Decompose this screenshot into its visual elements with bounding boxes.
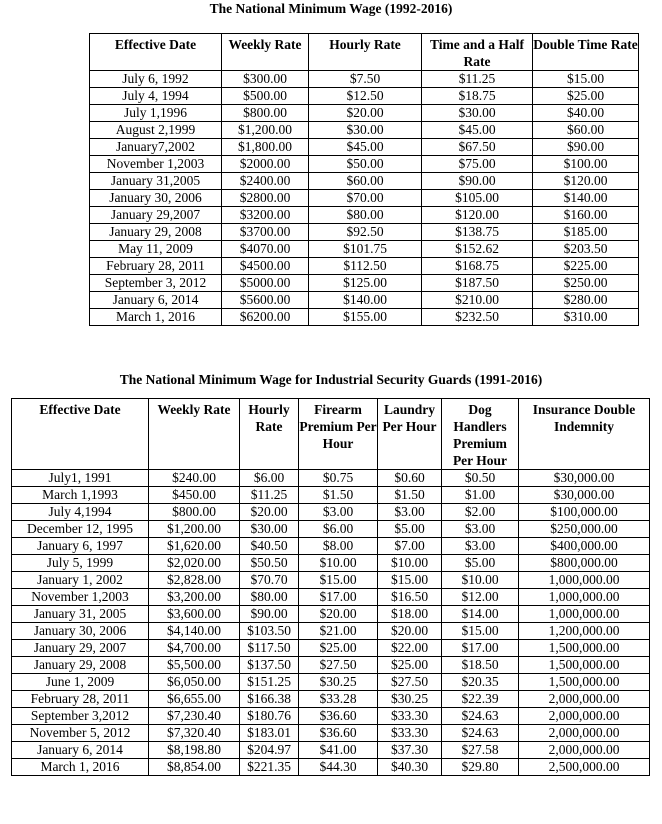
table-cell: $92.50 — [309, 224, 422, 241]
table-cell: $2,020.00 — [149, 555, 240, 572]
effective-date-cell: January 29, 2008 — [90, 224, 222, 241]
table-cell: $21.00 — [299, 623, 378, 640]
table-cell: $500.00 — [222, 88, 309, 105]
table-header-row — [90, 34, 639, 71]
table-cell: $151.25 — [240, 674, 299, 691]
table-cell: $37.30 — [378, 742, 442, 759]
table-row — [12, 708, 650, 725]
table-cell: $20.00 — [378, 623, 442, 640]
effective-date-cell: June 1, 2009 — [12, 674, 149, 691]
table-cell: $1.50 — [299, 487, 378, 504]
minimum-wage-table-title: The National Minimum Wage (1992-2016) — [209, 1, 453, 16]
table-cell: $17.00 — [299, 589, 378, 606]
table-row — [12, 487, 650, 504]
table-row — [12, 470, 650, 487]
table-cell: $7,320.40 — [149, 725, 240, 742]
table-cell: $4,140.00 — [149, 623, 240, 640]
table-cell: $12.00 — [442, 589, 519, 606]
table-row — [90, 156, 639, 173]
column-header: Laundry Per Hour — [378, 399, 442, 470]
table-cell: $120.00 — [533, 173, 639, 190]
table-cell: $800,000.00 — [519, 555, 650, 572]
effective-date-cell: March 1,1993 — [12, 487, 149, 504]
table-row — [12, 555, 650, 572]
effective-date-cell: November 5, 2012 — [12, 725, 149, 742]
table-cell: $100.00 — [533, 156, 639, 173]
table-cell: $117.50 — [240, 640, 299, 657]
table-cell: $100,000.00 — [519, 504, 650, 521]
table-cell: $33.30 — [378, 708, 442, 725]
table-row — [90, 139, 639, 156]
effective-date-cell: January 6, 2014 — [90, 292, 222, 309]
table-cell: $6,655.00 — [149, 691, 240, 708]
effective-date-cell: January 30, 2006 — [90, 190, 222, 207]
effective-date-cell: July 4, 1994 — [90, 88, 222, 105]
table-cell: $40.00 — [533, 105, 639, 122]
table-cell: $30,000.00 — [519, 487, 650, 504]
table-cell: $90.00 — [533, 139, 639, 156]
table-cell: $15.00 — [299, 572, 378, 589]
table-cell: $1,800.00 — [222, 139, 309, 156]
effective-date-cell: May 11, 2009 — [90, 241, 222, 258]
table-cell: $27.50 — [299, 657, 378, 674]
table-cell: $30.00 — [422, 105, 533, 122]
column-header: Effective Date — [12, 399, 149, 470]
effective-date-cell: January 31, 2005 — [12, 606, 149, 623]
table-cell: $450.00 — [149, 487, 240, 504]
table-cell: $140.00 — [533, 190, 639, 207]
effective-date-cell: July 5, 1999 — [12, 555, 149, 572]
table-cell: $16.50 — [378, 589, 442, 606]
table-cell: $20.00 — [309, 105, 422, 122]
table-cell: $25.00 — [378, 657, 442, 674]
table-row — [12, 725, 650, 742]
effective-date-cell: November 1,2003 — [12, 589, 149, 606]
table-cell: $30.25 — [378, 691, 442, 708]
effective-date-cell: November 1,2003 — [90, 156, 222, 173]
table-cell: $3,200.00 — [149, 589, 240, 606]
column-header: Effective Date — [90, 34, 222, 71]
table-cell: $30.00 — [240, 521, 299, 538]
table-cell: $18.75 — [422, 88, 533, 105]
table-cell: $125.00 — [309, 275, 422, 292]
table-cell: $24.63 — [442, 725, 519, 742]
table-cell: $36.60 — [299, 725, 378, 742]
table-cell: 1,500,000.00 — [519, 657, 650, 674]
table-cell: $60.00 — [533, 122, 639, 139]
table-cell: $6200.00 — [222, 309, 309, 326]
table-cell: $250.00 — [533, 275, 639, 292]
effective-date-cell: January7,2002 — [90, 139, 222, 156]
table-cell: $3.00 — [442, 521, 519, 538]
table-cell: $11.25 — [240, 487, 299, 504]
table-cell: $6,050.00 — [149, 674, 240, 691]
table-cell: $30,000.00 — [519, 470, 650, 487]
table-cell: $8,854.00 — [149, 759, 240, 776]
table-cell: $45.00 — [309, 139, 422, 156]
table-cell: $44.30 — [299, 759, 378, 776]
table-row — [90, 241, 639, 258]
table-cell: $22.00 — [378, 640, 442, 657]
table-cell: 2,000,000.00 — [519, 725, 650, 742]
table-row — [12, 674, 650, 691]
table-cell: $1,620.00 — [149, 538, 240, 555]
table-cell: $152.62 — [422, 241, 533, 258]
effective-date-cell: March 1, 2016 — [12, 759, 149, 776]
effective-date-cell: September 3,2012 — [12, 708, 149, 725]
effective-date-cell: February 28, 2011 — [12, 691, 149, 708]
table-row — [12, 657, 650, 674]
table-cell: $250,000.00 — [519, 521, 650, 538]
table-row — [12, 742, 650, 759]
effective-date-cell: January 6, 2014 — [12, 742, 149, 759]
table-cell: $36.60 — [299, 708, 378, 725]
effective-date-cell: January 29, 2008 — [12, 657, 149, 674]
table-cell: $1,200.00 — [222, 122, 309, 139]
security-guards-wage-table — [11, 398, 650, 776]
table-cell: 2,000,000.00 — [519, 742, 650, 759]
table-cell: $11.25 — [422, 71, 533, 88]
table-cell: $3.00 — [299, 504, 378, 521]
table-cell: 2,000,000.00 — [519, 708, 650, 725]
table-row — [12, 538, 650, 555]
table-cell: $33.28 — [299, 691, 378, 708]
table-header-row — [12, 399, 650, 470]
table-cell: $30.25 — [299, 674, 378, 691]
table-cell: $105.00 — [422, 190, 533, 207]
effective-date-cell: July 4,1994 — [12, 504, 149, 521]
table-cell: $12.50 — [309, 88, 422, 105]
table-cell: $137.50 — [240, 657, 299, 674]
table-cell: $14.00 — [442, 606, 519, 623]
table-row — [90, 190, 639, 207]
table-cell: $7.50 — [309, 71, 422, 88]
table-cell: $10.00 — [378, 555, 442, 572]
table-cell: $120.00 — [422, 207, 533, 224]
table-cell: $3700.00 — [222, 224, 309, 241]
table-cell: $204.97 — [240, 742, 299, 759]
table-cell: $50.00 — [309, 156, 422, 173]
table-cell: $225.00 — [533, 258, 639, 275]
table-cell: $3.00 — [378, 504, 442, 521]
table-row — [12, 521, 650, 538]
column-header: Hourly Rate — [309, 34, 422, 71]
table-cell: $112.50 — [309, 258, 422, 275]
table-cell: $140.00 — [309, 292, 422, 309]
table-row — [90, 105, 639, 122]
effective-date-cell: August 2,1999 — [90, 122, 222, 139]
table-cell: $24.63 — [442, 708, 519, 725]
table-cell: $103.50 — [240, 623, 299, 640]
table-cell: 2,000,000.00 — [519, 691, 650, 708]
column-header: Time and a Half Rate — [422, 34, 533, 71]
table-cell: $33.30 — [378, 725, 442, 742]
table-cell: $3.00 — [442, 538, 519, 555]
table-cell: $0.75 — [299, 470, 378, 487]
effective-date-cell: January 1, 2002 — [12, 572, 149, 589]
table-cell: $3,600.00 — [149, 606, 240, 623]
table-row — [12, 504, 650, 521]
effective-date-cell: January 6, 1997 — [12, 538, 149, 555]
table-row — [90, 207, 639, 224]
table-cell: $75.00 — [422, 156, 533, 173]
table-cell: $50.50 — [240, 555, 299, 572]
table-cell: 1,500,000.00 — [519, 674, 650, 691]
table-cell: $232.50 — [422, 309, 533, 326]
column-header: Insurance Double Indemnity — [519, 399, 650, 470]
table-row — [90, 292, 639, 309]
table-cell: $310.00 — [533, 309, 639, 326]
minimum-wage-table — [89, 33, 639, 326]
table-row — [90, 224, 639, 241]
effective-date-cell: July 1,1996 — [90, 105, 222, 122]
table-cell: $1.50 — [378, 487, 442, 504]
table-cell: $25.00 — [299, 640, 378, 657]
table-cell: 1,200,000.00 — [519, 623, 650, 640]
table-cell: $27.50 — [378, 674, 442, 691]
table-cell: $2.00 — [442, 504, 519, 521]
table-cell: $29.80 — [442, 759, 519, 776]
table-cell: $5000.00 — [222, 275, 309, 292]
table-cell: $0.50 — [442, 470, 519, 487]
table-cell: $20.35 — [442, 674, 519, 691]
table-cell: $183.01 — [240, 725, 299, 742]
table-row — [12, 589, 650, 606]
table-cell: $70.70 — [240, 572, 299, 589]
table-cell: $5600.00 — [222, 292, 309, 309]
security-guards-wage-table-title: The National Minimum Wage for Industrial Security Guards (1991-2016) — [119, 372, 543, 387]
column-header: Weekly Rate — [222, 34, 309, 71]
table-row — [90, 258, 639, 275]
table-row — [90, 122, 639, 139]
table-cell: 1,000,000.00 — [519, 606, 650, 623]
table-row — [90, 88, 639, 105]
table-cell: $18.50 — [442, 657, 519, 674]
table-row — [12, 640, 650, 657]
table-cell: $1.00 — [442, 487, 519, 504]
table-cell: $15.00 — [442, 623, 519, 640]
table-cell: $10.00 — [442, 572, 519, 589]
table-cell: $203.50 — [533, 241, 639, 258]
table-cell: $5,500.00 — [149, 657, 240, 674]
table-cell: $45.00 — [422, 122, 533, 139]
table-cell: $221.35 — [240, 759, 299, 776]
effective-date-cell: January 31,2005 — [90, 173, 222, 190]
table-cell: $3200.00 — [222, 207, 309, 224]
table-cell: $15.00 — [533, 71, 639, 88]
table-cell: 2,500,000.00 — [519, 759, 650, 776]
table-cell: $800.00 — [149, 504, 240, 521]
column-header: Double Time Rate — [533, 34, 639, 71]
table-cell: $300.00 — [222, 71, 309, 88]
table-cell: $168.75 — [422, 258, 533, 275]
table-cell: $4500.00 — [222, 258, 309, 275]
effective-date-cell: January 29, 2007 — [12, 640, 149, 657]
table-cell: $2,828.00 — [149, 572, 240, 589]
table-cell: $6.00 — [299, 521, 378, 538]
table-row — [90, 309, 639, 326]
table-cell: $8.00 — [299, 538, 378, 555]
table-cell: $27.58 — [442, 742, 519, 759]
table-cell: $80.00 — [240, 589, 299, 606]
table-row — [12, 606, 650, 623]
table-cell: $17.00 — [442, 640, 519, 657]
table-cell: $138.75 — [422, 224, 533, 241]
table-cell: $1,200.00 — [149, 521, 240, 538]
effective-date-cell: December 12, 1995 — [12, 521, 149, 538]
table-cell: $18.00 — [378, 606, 442, 623]
table-cell: $0.60 — [378, 470, 442, 487]
effective-date-cell: September 3, 2012 — [90, 275, 222, 292]
table-cell: $8,198.80 — [149, 742, 240, 759]
table-cell: $187.50 — [422, 275, 533, 292]
table-cell: $15.00 — [378, 572, 442, 589]
column-header: Hourly Rate — [240, 399, 299, 470]
table-cell: $70.00 — [309, 190, 422, 207]
table-cell: 1,500,000.00 — [519, 640, 650, 657]
table-cell: $2400.00 — [222, 173, 309, 190]
table-cell: $67.50 — [422, 139, 533, 156]
table-cell: $180.76 — [240, 708, 299, 725]
table-cell: $90.00 — [240, 606, 299, 623]
table-cell: $30.00 — [309, 122, 422, 139]
table-row — [12, 691, 650, 708]
table-cell: $160.00 — [533, 207, 639, 224]
table-cell: $101.75 — [309, 241, 422, 258]
column-header: Dog Handlers Premium Per Hour — [442, 399, 519, 470]
table-row — [90, 173, 639, 190]
column-header: Firearm Premium Per Hour — [299, 399, 378, 470]
effective-date-cell: July 6, 1992 — [90, 71, 222, 88]
table-cell: $90.00 — [422, 173, 533, 190]
table-cell: $2800.00 — [222, 190, 309, 207]
column-header: Weekly Rate — [149, 399, 240, 470]
table-cell: $20.00 — [299, 606, 378, 623]
table-cell: $400,000.00 — [519, 538, 650, 555]
effective-date-cell: February 28, 2011 — [90, 258, 222, 275]
table-row — [12, 623, 650, 640]
table-row — [90, 275, 639, 292]
table-cell: $41.00 — [299, 742, 378, 759]
table-cell: $166.38 — [240, 691, 299, 708]
table-cell: $280.00 — [533, 292, 639, 309]
table-cell: 1,000,000.00 — [519, 572, 650, 589]
table-cell: $5.00 — [378, 521, 442, 538]
table-cell: $2000.00 — [222, 156, 309, 173]
table-cell: $10.00 — [299, 555, 378, 572]
table-cell: $185.00 — [533, 224, 639, 241]
table-row — [12, 572, 650, 589]
table-cell: $6.00 — [240, 470, 299, 487]
table-cell: $4070.00 — [222, 241, 309, 258]
table-cell: $240.00 — [149, 470, 240, 487]
table-cell: $800.00 — [222, 105, 309, 122]
effective-date-cell: January 30, 2006 — [12, 623, 149, 640]
table-cell: $80.00 — [309, 207, 422, 224]
table-row — [90, 71, 639, 88]
table-cell: $20.00 — [240, 504, 299, 521]
effective-date-cell: March 1, 2016 — [90, 309, 222, 326]
effective-date-cell: July1, 1991 — [12, 470, 149, 487]
table-cell: $7.00 — [378, 538, 442, 555]
table-cell: $25.00 — [533, 88, 639, 105]
table-cell: $40.30 — [378, 759, 442, 776]
table-cell: $4,700.00 — [149, 640, 240, 657]
table-cell: 1,000,000.00 — [519, 589, 650, 606]
table-cell: $22.39 — [442, 691, 519, 708]
table-cell: $5.00 — [442, 555, 519, 572]
effective-date-cell: January 29,2007 — [90, 207, 222, 224]
table-cell: $60.00 — [309, 173, 422, 190]
table-cell: $40.50 — [240, 538, 299, 555]
table-row — [12, 759, 650, 776]
table-cell: $7,230.40 — [149, 708, 240, 725]
table-cell: $210.00 — [422, 292, 533, 309]
table-cell: $155.00 — [309, 309, 422, 326]
